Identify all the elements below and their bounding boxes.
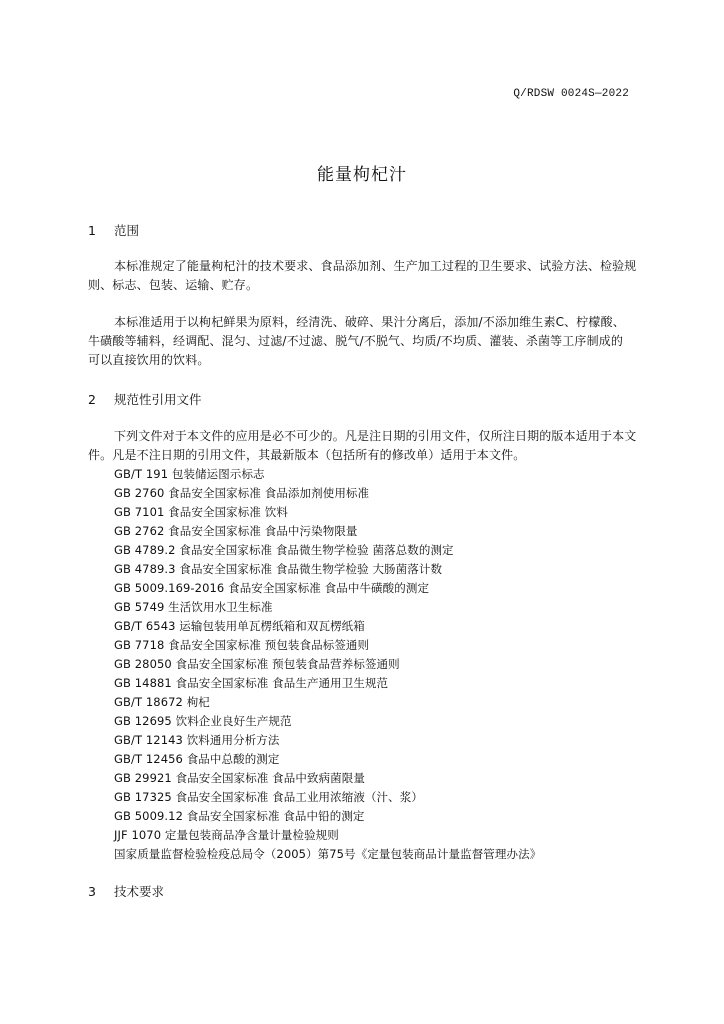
section-number: 1 [88, 223, 96, 238]
reference-item: GB 4789.3 食品安全国家标准 食品微生物学检验 大肠菌落计数 [114, 562, 443, 576]
reference-item: JJF 1070 定量包装商品净含量计量检验规则 [114, 828, 339, 842]
text-line: 本标准适用于以枸杞鲜果为原料，经清洗、破碎、果汁分离后，添加/不添加维生素C、柠檬酸、 [114, 315, 625, 329]
text-line: 则、标志、包装、运输、贮存。 [88, 278, 259, 292]
reference-item: GB 7101 食品安全国家标准 饮料 [114, 505, 288, 519]
section-title: 范围 [114, 223, 140, 238]
section-title: 技术要求 [114, 884, 165, 899]
text-line: 本标准规定了能量枸杞汁的技术要求、食品添加剂、生产加工过程的卫生要求、试验方法、检验规 [114, 259, 637, 273]
reference-item: GB 17325 食品安全国家标准 食品工业用浓缩液（汁、浆） [114, 790, 423, 804]
normative-intro-paragraph [88, 427, 660, 465]
text-line: 牛磺酸等辅料，经调配、混匀、过滤/不过滤、脱气/不脱气、均质/不均质、灌装、杀菌等工序制成的 [88, 334, 624, 348]
reference-list [114, 465, 541, 864]
section-number: 3 [88, 884, 96, 899]
document-code: Q/RDSW 0024S—2022 [513, 88, 629, 100]
reference-item: GB/T 12456 食品中总酸的测定 [114, 752, 280, 766]
reference-item: GB 5009.169-2016 食品安全国家标准 食品中牛磺酸的测定 [114, 581, 430, 595]
section-heading-normative-references [88, 390, 202, 408]
reference-item: 国家质量监督检验检疫总局令（2005）第75号《定量包装商品计量监督管理办法》 [114, 847, 542, 861]
reference-item: GB 2762 食品安全国家标准 食品中污染物限量 [114, 524, 358, 538]
reference-item: GB/T 6543 运输包装用单瓦楞纸箱和双瓦楞纸箱 [114, 619, 365, 633]
text-line: 件。凡是不注日期的引用文件，其最新版本（包括所有的修改单）适用于本文件。 [88, 448, 526, 462]
reference-item: GB 12695 饮料企业良好生产规范 [114, 714, 292, 728]
section-heading-scope [88, 221, 139, 239]
document-title: 能量枸杞汁 [317, 165, 407, 185]
reference-item: GB 4789.2 食品安全国家标准 食品微生物学检验 菌落总数的测定 [114, 543, 454, 557]
text-line: 可以直接饮用的饮料。 [88, 353, 210, 367]
scope-paragraph-1 [88, 257, 660, 295]
section-heading-technical-requirements [88, 882, 164, 900]
reference-item: GB 28050 食品安全国家标准 预包装食品营养标签通则 [114, 657, 400, 671]
reference-item: GB 14881 食品安全国家标准 食品生产通用卫生规范 [114, 676, 389, 690]
reference-item: GB/T 18672 枸杞 [114, 695, 210, 709]
section-number: 2 [88, 392, 96, 407]
reference-item: GB 7718 食品安全国家标准 预包装食品标签通则 [114, 638, 370, 652]
reference-item: GB/T 12143 饮料通用分析方法 [114, 733, 280, 747]
scope-paragraph-2 [88, 313, 660, 370]
reference-item: GB/T 191 包装储运图示标志 [114, 467, 265, 481]
text-line: 下列文件对于本文件的应用是必不可少的。凡是注日期的引用文件，仅所注日期的版本适用于本文 [114, 429, 637, 443]
section-title: 规范性引用文件 [114, 392, 202, 407]
reference-item: GB 5009.12 食品安全国家标准 食品中铅的测定 [114, 809, 365, 823]
reference-item: GB 29921 食品安全国家标准 食品中致病菌限量 [114, 771, 365, 785]
reference-item: GB 2760 食品安全国家标准 食品添加剂使用标准 [114, 486, 370, 500]
reference-item: GB 5749 生活饮用水卫生标准 [114, 600, 273, 614]
